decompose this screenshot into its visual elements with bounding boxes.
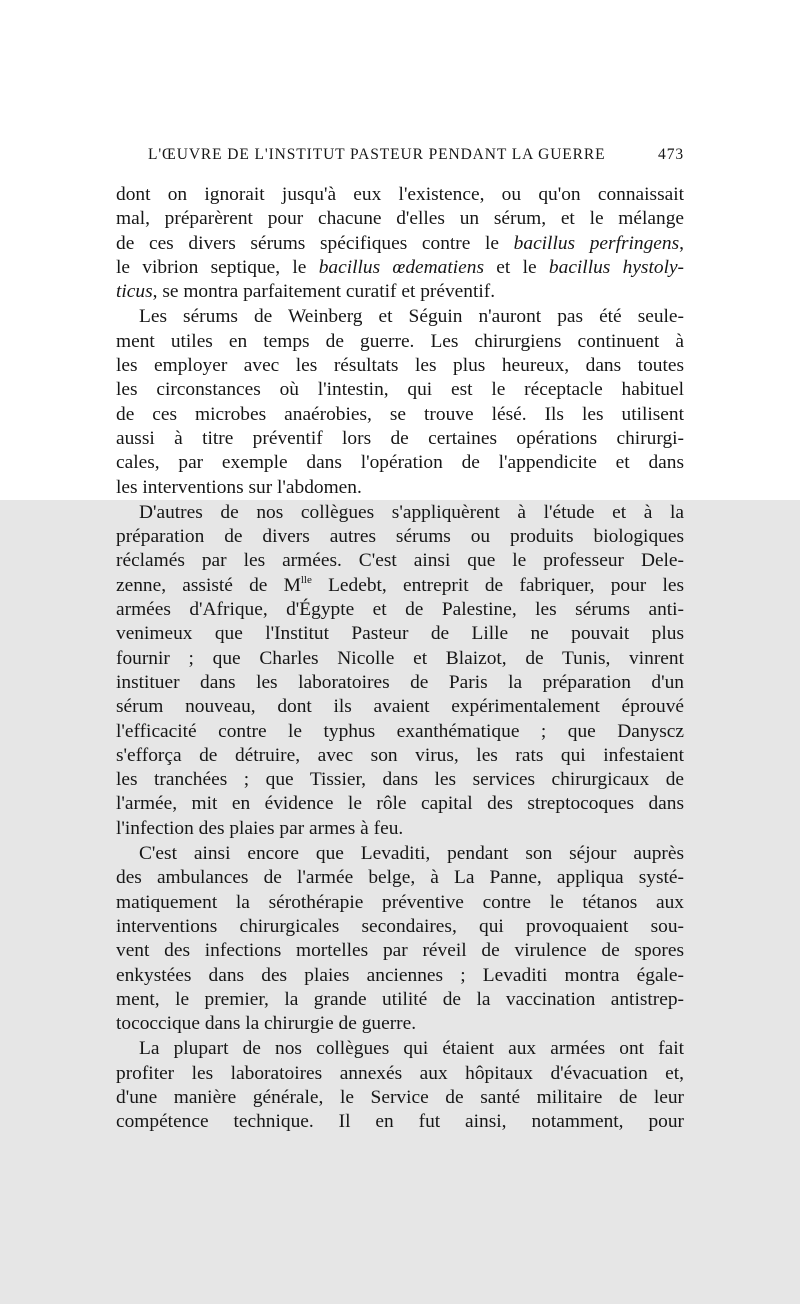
paragraph-line: de ces microbes anaérobies, se trouve lésé. Ils les utilisent	[116, 403, 684, 425]
paragraph	[116, 1037, 684, 1134]
paragraph	[116, 305, 684, 499]
text-run: le vibrion septique, le	[116, 256, 319, 278]
paragraph-line	[116, 232, 684, 256]
paragraph-line: cales, par exemple dans l'opération de l'appendicite et dans	[116, 452, 684, 474]
paragraph-line: les tranchées ; que Tissier, dans les services chirurgicaux de	[116, 769, 684, 791]
body-text	[116, 183, 684, 1135]
paragraph-line: ment utiles en temps de guerre. Les chirurgiens continuent à	[116, 330, 684, 352]
paragraph-line: s'efforça de détruire, avec son virus, les rats qui infestaient	[116, 744, 684, 766]
paragraph-line: La plupart de nos collègues qui étaient aux armées ont fait	[139, 1038, 684, 1060]
paragraph-line: sérum nouveau, dont ils avaient expérimentalement éprouvé	[116, 696, 684, 718]
paragraph-line: tococcique dans la chirurgie de guerre.	[116, 1013, 417, 1035]
paragraph-line: Les sérums de Weinberg et Séguin n'auront pas été seule-	[139, 306, 684, 328]
paragraph-line: l'infection des plaies par armes à feu.	[116, 817, 404, 839]
paragraph-line: aussi à titre préventif lors de certaines opérations chirurgi-	[116, 427, 684, 449]
italic-term: ticus	[116, 281, 153, 303]
paragraph-line: réclamés par les armées. C'est ainsi que le professeur Dele-	[116, 550, 684, 572]
paragraph-line: l'armée, mit en évidence le rôle capital des streptocoques dans	[116, 793, 684, 815]
paragraph-line: préparation de divers autres sérums ou produits biologiques	[116, 526, 684, 548]
paragraph-line: venimeux que l'Institut Pasteur de Lille ne pouvait plus	[116, 623, 684, 645]
paragraph-line: matiquement la sérothérapie préventive contre le tétanos aux	[116, 891, 684, 913]
paragraph-line: les interventions sur l'abdomen.	[116, 476, 362, 498]
paragraph-line: les circonstances où l'intestin, qui est le réceptacle habituel	[116, 379, 684, 401]
paragraph-line: interventions chirurgicales secondaires, qui provoquaient sou-	[116, 915, 684, 937]
italic-term: bacillus hystoly-	[548, 256, 685, 278]
running-head-title: L'ŒUVRE DE L'INSTITUT PASTEUR PENDANT LA GUERRE	[148, 146, 606, 163]
text-run: zenne, assisté de M	[116, 574, 301, 596]
page-number: 473	[658, 146, 684, 163]
paragraph-line: instituer dans les laboratoires de Paris la préparation d'un	[116, 671, 684, 693]
paragraph-line	[116, 574, 684, 598]
paragraph-line: C'est ainsi encore que Levaditi, pendant son séjour auprès	[139, 843, 684, 865]
paragraph-line: d'une manière générale, le Service de santé militaire de leur	[116, 1086, 684, 1108]
text-run: , se montra parfaitement curatif et préventif.	[152, 281, 496, 303]
paragraph-line: enkystées dans des plaies anciennes ; Levaditi montra égale-	[116, 964, 684, 986]
italic-term: bacillus œdematiens	[318, 256, 484, 278]
paragraph	[116, 842, 684, 1036]
paragraph-line	[116, 280, 684, 304]
paragraph-line: D'autres de nos collègues s'appliquèrent à l'étude et à la	[139, 501, 684, 523]
paragraph-line: mal, préparèrent pour chacune d'elles un sérum, et le mélange	[116, 208, 684, 230]
paragraph-line: les employer avec les résultats les plus heureux, dans toutes	[116, 355, 684, 377]
paragraph-line: l'efficacité contre le typhus exanthématique ; que Danyscz	[116, 720, 684, 742]
paragraph-line: compétence technique. Il en fut ainsi, notamment, pour	[116, 1111, 684, 1133]
paragraph	[116, 501, 684, 841]
paragraph-line	[116, 256, 684, 280]
text-run: et le	[484, 256, 549, 278]
paragraph-line: vent des infections mortelles par réveil de virulence de spores	[116, 940, 684, 962]
italic-term: bacillus perfringens	[513, 232, 680, 254]
text-run: ,	[679, 232, 684, 254]
superscript: lle	[300, 573, 312, 586]
paragraph-line: des ambulances de l'armée belge, à La Panne, appliqua systé-	[116, 867, 684, 889]
text-run: de ces divers sérums spécifiques contre le	[116, 232, 514, 254]
text-run: Ledebt, entreprit de fabriquer, pour les	[311, 574, 684, 596]
paragraph-line: fournir ; que Charles Nicolle et Blaizot, de Tunis, vinrent	[116, 647, 684, 669]
paragraph-line: dont on ignorait jusqu'à eux l'existence, ou qu'on connaissait	[116, 184, 684, 205]
paragraph-line: ment, le premier, la grande utilité de la vaccination antistrep-	[116, 988, 684, 1010]
paragraph-line: profiter les laboratoires annexés aux hôpitaux d'évacuation et,	[116, 1062, 684, 1084]
paragraph-line: armées d'Afrique, d'Égypte et de Palestine, les sérums anti-	[116, 599, 684, 621]
